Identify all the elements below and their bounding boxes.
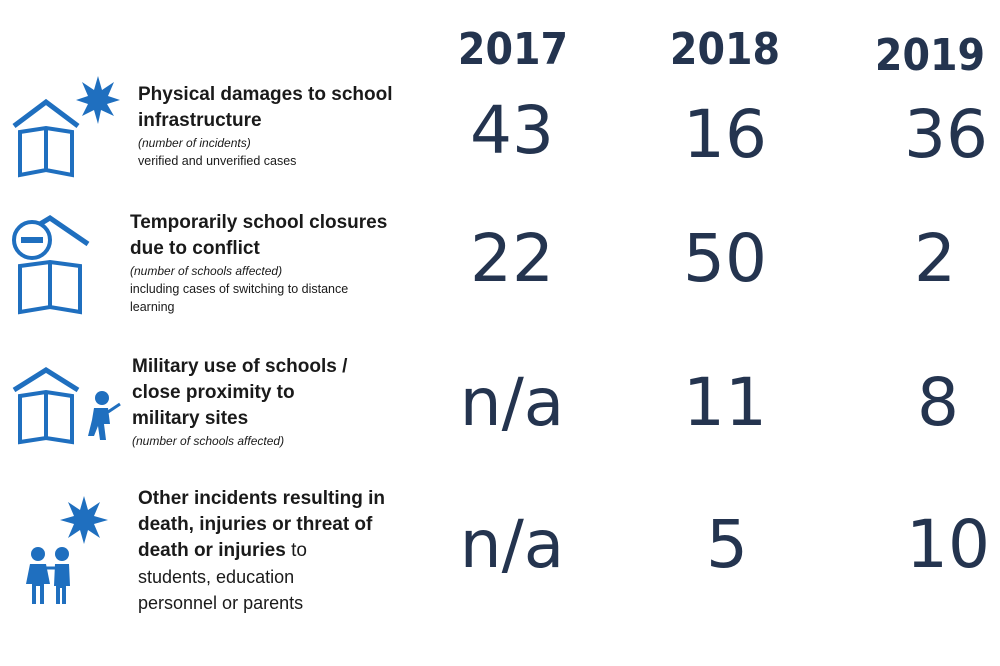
row-unit: (number of schools affected) <box>130 264 283 278</box>
year-header-2019: 2019 <box>874 30 986 81</box>
row-unit: (number of schools affected) <box>132 434 285 448</box>
value-2017: 22 <box>470 220 554 297</box>
school-closed-icon <box>10 210 110 320</box>
value-2019: 10 <box>906 506 990 583</box>
value-2019: 8 <box>917 364 959 441</box>
row-label-other-incidents <box>138 486 388 616</box>
row-title: Military use of schools / close proximity to military sites <box>132 356 348 429</box>
value-2018: 16 <box>683 96 767 173</box>
year-header-2018: 2018 <box>669 24 781 75</box>
row-title-rest: students, education personnel or parents <box>138 567 304 613</box>
year-header-2017: 2017 <box>457 24 569 75</box>
row-label-school-closures <box>130 210 390 316</box>
row-title <box>138 486 388 564</box>
row-note: verified and unverified cases <box>138 154 297 168</box>
school-explosion-icon <box>10 70 120 180</box>
value-2018: 5 <box>706 506 748 583</box>
school-military-icon <box>10 366 125 451</box>
value-2017: 43 <box>470 92 554 169</box>
value-2019: 36 <box>904 96 988 173</box>
row-title: Temporarily school closures due to conflict <box>130 212 388 259</box>
value-2017: n/a <box>459 364 565 441</box>
children-explosion-icon <box>18 494 113 609</box>
row-label-military-use <box>132 354 392 450</box>
row-title: Physical damages to school infrastructure <box>138 84 393 131</box>
value-2018: 11 <box>683 364 767 441</box>
row-note: including cases of switching to distance learning <box>130 282 349 314</box>
value-2019: 2 <box>914 220 956 297</box>
row-unit: (number of incidents) <box>138 136 251 150</box>
row-title-inline: to <box>291 540 307 561</box>
row-title-bold: Other incidents resulting in death, injuries or threat of death or injuries <box>138 488 386 561</box>
value-2017: n/a <box>459 506 565 583</box>
row-label-physical-damages <box>138 82 398 170</box>
value-2018: 50 <box>683 220 767 297</box>
